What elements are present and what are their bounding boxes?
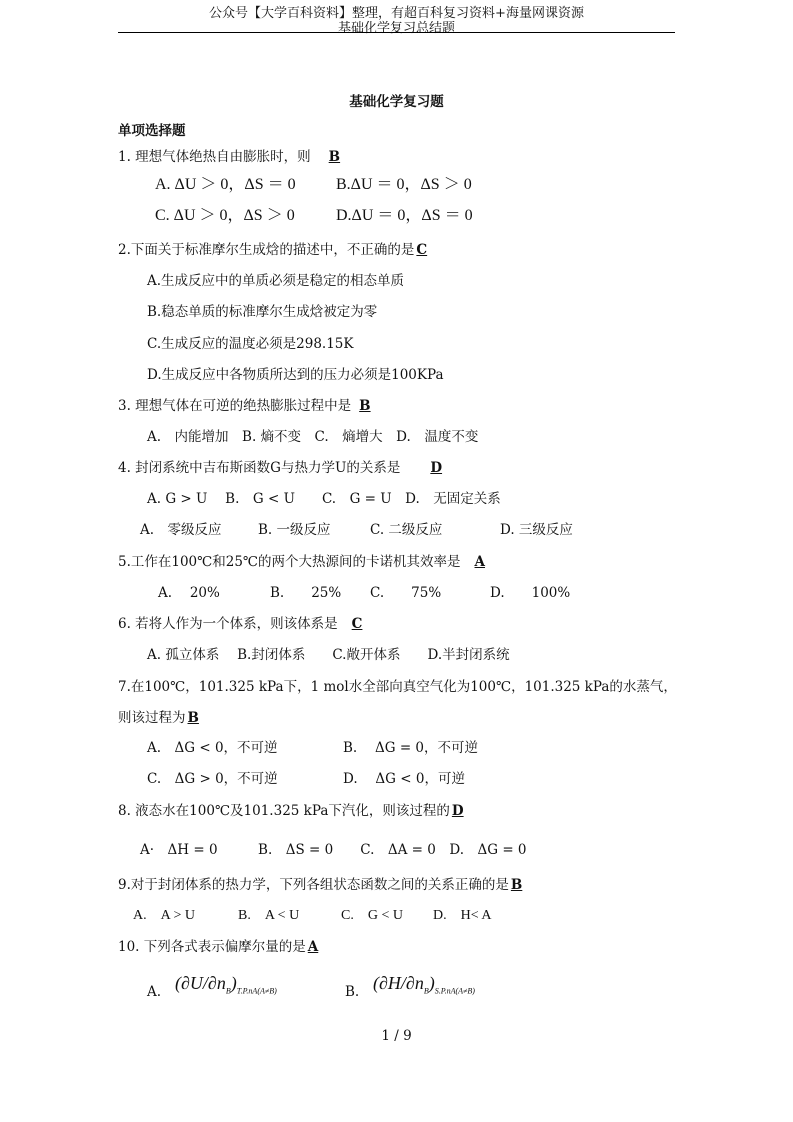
option-b: B. A < U (238, 908, 300, 923)
doc-title: 基础化学复习题 (349, 94, 444, 110)
option-c: C. 75% (370, 585, 442, 601)
question-3: 3. 理想气体在可逆的绝热膨胀过程中是 B (118, 398, 371, 414)
header-rule (118, 32, 675, 33)
option-b: B.稳态单质的标准摩尔生成焓被定为零 (147, 304, 378, 320)
question-2: 2.下面关于标准摩尔生成焓的描述中，不正确的是 C (118, 242, 428, 258)
option-b-label: B. (345, 984, 360, 1000)
answer: B (187, 710, 199, 726)
page-number: 1 / 9 (381, 1028, 412, 1044)
option-d: D. 三级反应 (500, 522, 573, 538)
option-a: A.生成反应中的单质必须是稳定的相态单质 (147, 273, 405, 289)
option-a-label: A. (147, 984, 162, 1000)
option-c: C. G < U (341, 908, 403, 923)
question-8: 8. 液态水在100℃及101.325 kPa下汽化，则该过程的 D (118, 803, 464, 819)
question-1: 1. 理想气体绝热自由膨胀时，则 B (118, 149, 341, 165)
question-4: 4. 封闭系统中吉布斯函数G与热力学U的关系是 D (118, 460, 443, 476)
answer: D (430, 460, 443, 476)
option-d: D. ΔG < 0，可逆 (343, 771, 465, 787)
answer: A (474, 554, 486, 570)
option-b: B.ΔU ＝ 0，ΔS ＞ 0 (336, 176, 472, 193)
option-d: D. H< A (433, 908, 492, 923)
option-d: D.ΔU ＝ 0，ΔS ＝ 0 (336, 207, 473, 224)
formula-b: $(\partial H/\partial n_B)_{S.P.nA(A\ne B)}$ (373, 973, 475, 996)
section-heading: 单项选择题 (118, 123, 186, 139)
question-5: 5.工作在100℃和25℃的两个大热源间的卡诺机其效率是 A (118, 554, 486, 570)
option-c: C. ΔU ＞ 0，ΔS ＞ 0 (155, 207, 295, 224)
answer: A (307, 939, 319, 955)
option-d: D.生成反应中各物质所达到的压力必须是100KPa (147, 367, 444, 383)
header-line-2: 基础化学复习总结题 (337, 21, 455, 36)
question-6: 6. 若将人作为一个体系，则该体系是 C (118, 616, 363, 632)
option-c: C. ΔG > 0，不可逆 (147, 771, 278, 787)
question-7: 7.在100℃，101.325 kPa下，1 mol水全部向真空气化为100℃，101.325 kPa的水蒸气， (118, 679, 677, 695)
question-7-cont: 则该过程为 B (118, 710, 199, 726)
option-a: A. A > U (133, 908, 195, 923)
answer: B (328, 149, 341, 165)
option-a: A. ΔG < 0，不可逆 (147, 740, 278, 756)
question-10: 10. 下列各式表示偏摩尔量的是 A (118, 939, 319, 955)
header-line-1: 公众号【大学百科资料】整理，有超百科复习资料+海量网课资源 (209, 6, 584, 21)
answer: B (359, 398, 371, 414)
option-b: B. 一级反应 (258, 522, 331, 538)
option-a: A. 零级反应 (140, 522, 222, 538)
option-c: C.生成反应的温度必须是298.15K (147, 336, 354, 352)
options: A. 内能增加 B. 熵不变 C. 熵增大 D. 温度不变 (147, 429, 479, 445)
options: A. 孤立体系 B.封闭体系 C.敞开体系 D.半封闭系统 (147, 647, 510, 663)
answer: D (451, 803, 464, 819)
option-b: B. ΔG = 0，不可逆 (343, 740, 479, 756)
option-a: A. ΔU ＞ 0，ΔS ＝ 0 (155, 176, 296, 193)
option-c: C. 二级反应 (370, 522, 443, 538)
options: A· ΔH = 0 B. ΔS = 0 C. ΔA = 0 D. ΔG = 0 (140, 842, 527, 858)
answer: C (416, 242, 428, 258)
options: A. G > U B. G < U C. G = U D. 无固定关系 (147, 491, 501, 507)
question-9: 9.对于封闭体系的热力学，下列各组状态函数之间的关系正确的是 B (118, 877, 523, 893)
option-b: B. 25% (270, 585, 342, 601)
formula-a: $(\partial U/\partial n_B)_{T.P.nA(A\ne B)}$ (175, 973, 277, 996)
answer: C (351, 616, 363, 632)
option-d: D. 100% (490, 585, 571, 601)
answer: B (510, 877, 523, 893)
option-a: A. 20% (158, 585, 220, 601)
